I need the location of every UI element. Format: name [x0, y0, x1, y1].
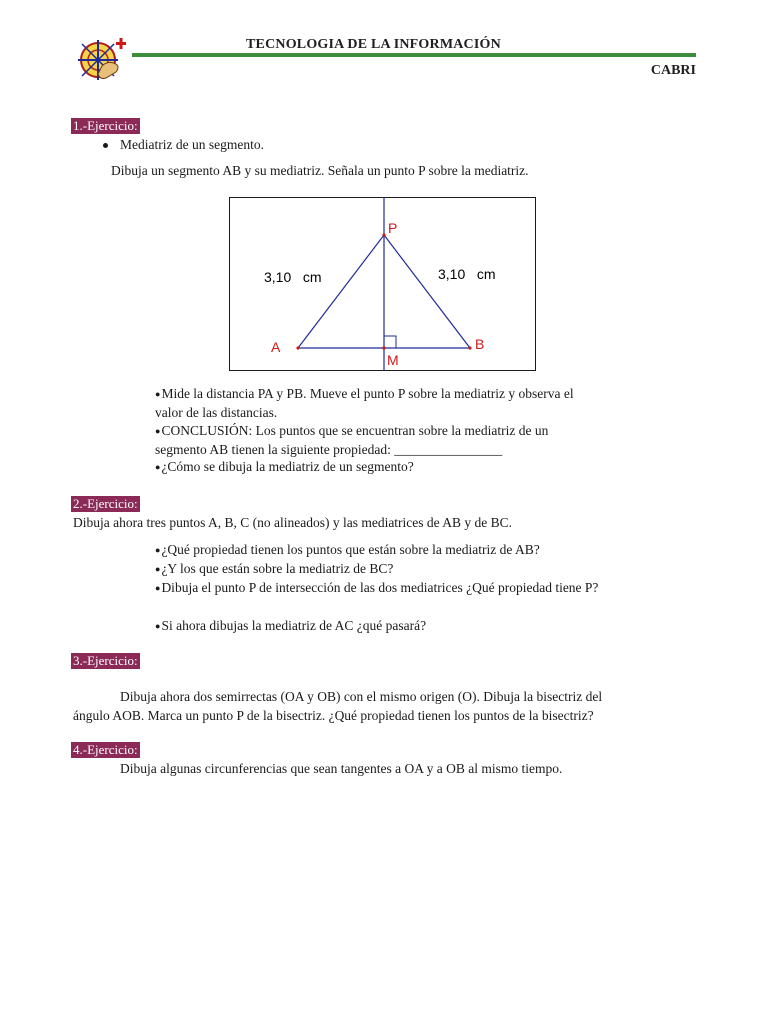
header-right-label: CABRI	[650, 63, 696, 78]
exercise-2-item-2: ●¿Y los que están sobre la mediatriz de BC?	[155, 561, 394, 576]
bullet-icon	[103, 143, 108, 148]
bullet-icon: ●	[155, 462, 161, 472]
bullet-icon: ●	[155, 621, 161, 631]
exercise-3-line-1: Dibuja ahora dos semirrectas (OA y OB) con el mismo origen (O). Dibuja la bisectriz del	[120, 689, 603, 704]
distance-pb-label: 3,10 cm	[438, 266, 496, 282]
point-m-marker	[382, 346, 385, 349]
distance-pa-label: 3,10 cm	[264, 269, 322, 285]
exercise-4-text: Dibuja algunas circunferencias que sean tangentes a OA y a OB al mismo tiempo.	[120, 761, 563, 776]
bullet-icon: ●	[155, 426, 161, 436]
bullet-icon: ●	[155, 564, 161, 574]
exercise-1-item-1: ●Mide la distancia PA y PB. Mueve el punto P sobre la mediatriz y observa el valor de las distancias.	[155, 386, 574, 420]
exercise-3-label: 3.-Ejercicio:	[73, 653, 138, 668]
exercise-1-bullet: Mediatriz de un segmento.	[120, 137, 264, 152]
point-p-label: P	[388, 220, 398, 236]
point-m-label: M	[387, 352, 399, 368]
cabri-logo-icon	[76, 36, 128, 82]
exercise-1-item-2: ●CONCLUSIÓN: Los puntos que se encuentran sobre la mediatriz de un segmento AB tienen la siguiente propiedad: ________________	[155, 423, 549, 457]
exercise-1-label: 1.-Ejercicio:	[73, 118, 138, 133]
point-a-marker	[296, 346, 299, 349]
exercise-2-label: 2.-Ejercicio:	[73, 496, 138, 511]
point-b-label: B	[475, 336, 485, 352]
point-b-marker	[468, 346, 471, 349]
exercise-2-item-3: ●Dibuja el punto P de intersección de las dos mediatrices ¿Qué propiedad tiene P?	[155, 580, 599, 595]
exercise-3-line-2: ángulo AOB. Marca un punto P de la bisectriz. ¿Qué propiedad tienen los puntos de la bisectriz?	[73, 708, 594, 723]
header-title: TECNOLOGIA DE LA INFORMACIÓN	[246, 37, 501, 52]
exercise-1-intro: Dibuja un segmento AB y su mediatriz. Señala un punto P sobre la mediatriz.	[111, 163, 529, 178]
bullet-icon: ●	[155, 389, 161, 399]
point-p-marker	[382, 233, 385, 236]
header-rule	[132, 53, 696, 57]
point-a-label: A	[271, 339, 281, 355]
exercise-2-item-4: ●Si ahora dibujas la mediatriz de AC ¿qué pasará?	[155, 618, 427, 633]
perpendicular-bisector-figure	[229, 197, 536, 371]
exercise-4-label: 4.-Ejercicio:	[73, 742, 138, 757]
bullet-icon: ●	[155, 583, 161, 593]
bullet-icon: ●	[155, 545, 161, 555]
exercise-2-item-1: ●¿Qué propiedad tienen los puntos que están sobre la mediatriz de AB?	[155, 542, 540, 557]
exercise-2-intro: Dibuja ahora tres puntos A, B, C (no alineados) y las mediatrices de AB y de BC.	[73, 515, 513, 530]
exercise-1-item-3: ●¿Cómo se dibuja la mediatriz de un segmento?	[155, 459, 414, 474]
